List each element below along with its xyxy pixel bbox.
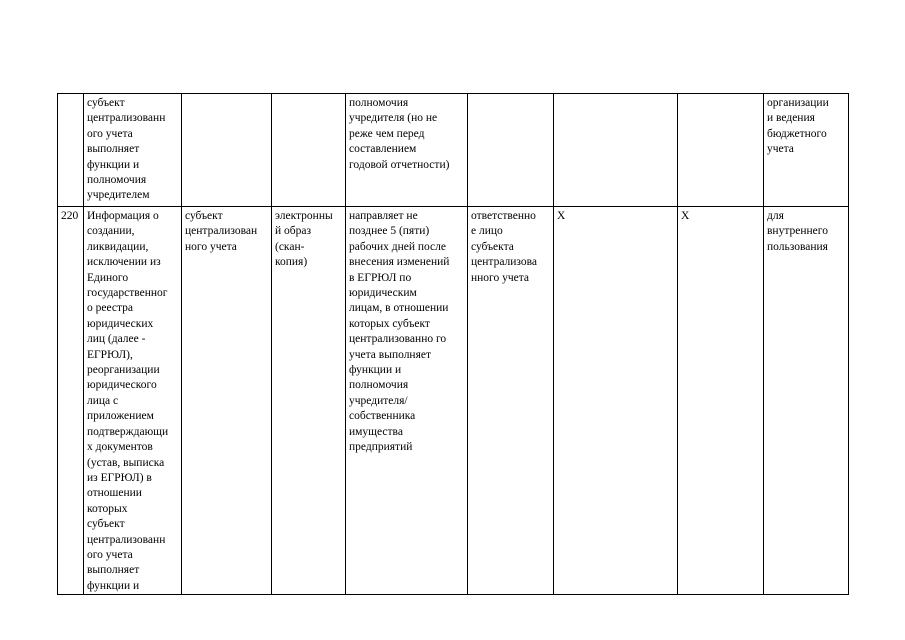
table-row <box>58 207 849 595</box>
info-cell: Информация о создании, ликвидации, исключении из Единого государственног о реестра юридических лиц (далее - ЕГРЮЛ), реорганизации юридического лица с приложением подтверждающи х документов (устав, выписка из ЕГРЮЛ) в отношении которых субъект централизованн ого учета выполняет функции и <box>84 207 182 595</box>
form-cell <box>272 94 346 207</box>
mark-cell: Х <box>678 207 764 595</box>
info-cell: субъект централизованн ого учета выполняет функции и полномочия учредителем <box>84 94 182 207</box>
mark-cell <box>678 94 764 207</box>
purpose-cell: для внутреннего пользования <box>764 207 849 595</box>
mark-cell <box>554 94 678 207</box>
document-table <box>57 93 849 595</box>
row-number-cell <box>58 94 84 207</box>
responsible-cell <box>468 94 554 207</box>
mark-cell: Х <box>554 207 678 595</box>
creator-cell: субъект централизован ного учета <box>182 207 272 595</box>
table-row <box>58 94 849 207</box>
deadline-cell: полномочия учредителя (но не реже чем перед составлением годовой отчетности) <box>346 94 468 207</box>
form-cell: электронны й образ (скан- копия) <box>272 207 346 595</box>
row-number-cell: 220 <box>58 207 84 595</box>
responsible-cell: ответственно е лицо субъекта централизова нного учета <box>468 207 554 595</box>
purpose-cell: организации и ведения бюджетного учета <box>764 94 849 207</box>
deadline-cell: направляет не позднее 5 (пяти) рабочих дней после внесения изменений в ЕГРЮЛ по юридическим лицам, в отношении которых субъект централизованно го учета выполняет функции и полномочия учредителя/ собственника имущества предприятий <box>346 207 468 595</box>
creator-cell <box>182 94 272 207</box>
